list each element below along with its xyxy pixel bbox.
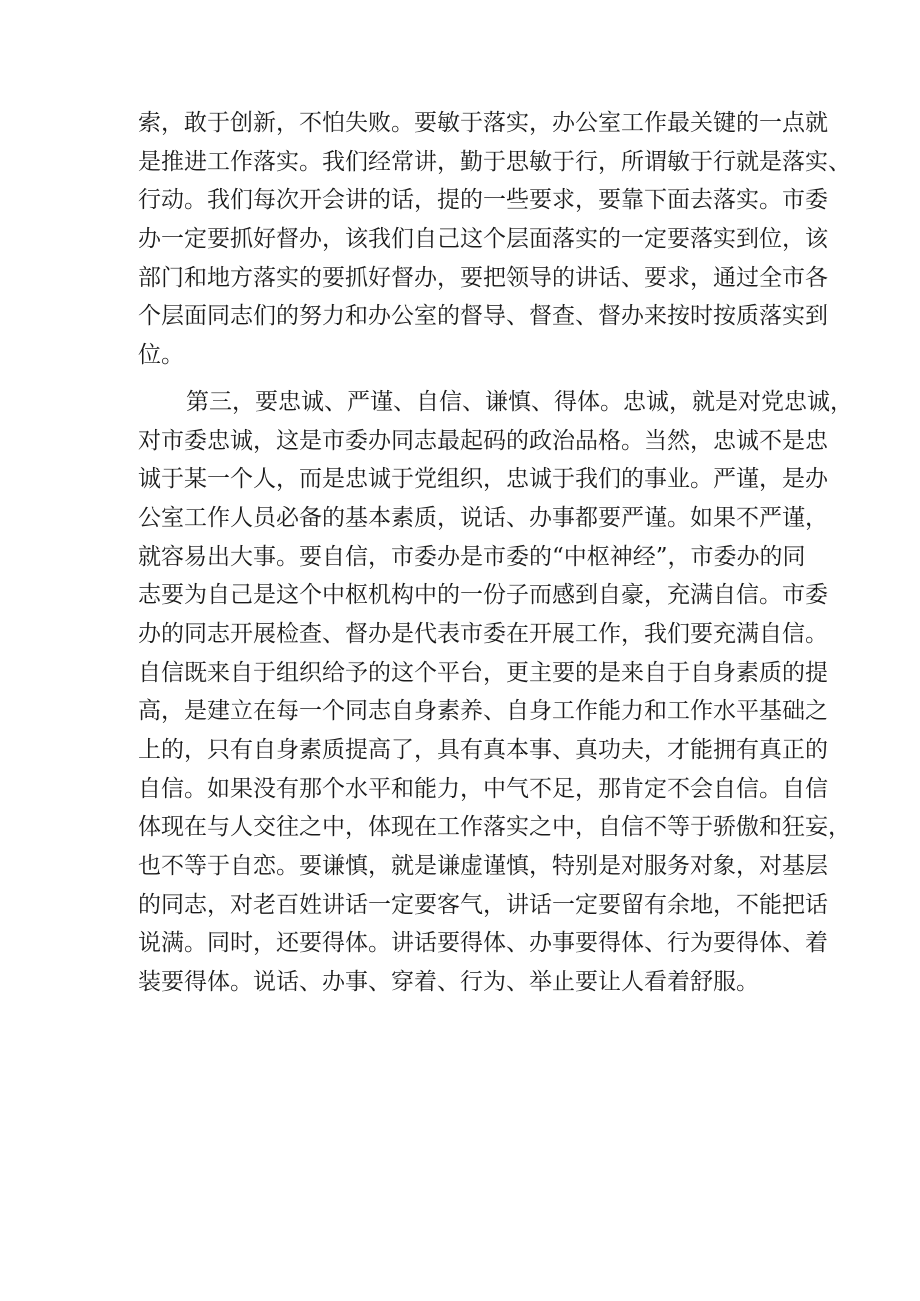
paragraph-line: 是推进工作落实。我们经常讲，勤于思敏于行，所谓敏于行就是落实、 bbox=[138, 148, 851, 175]
paragraph-line: 公室工作人员必备的基本素质，说话、办事都要严谨。如果不严谨， bbox=[138, 504, 828, 531]
paragraph-line: 诚于某一个人，而是忠诚于党组织，忠诚于我们的事业。严谨，是办 bbox=[138, 466, 828, 493]
paragraph-line: 也不等于自恋。要谦慎，就是谦虚谨慎，特别是对服务对象，对基层 bbox=[138, 853, 828, 880]
paragraph-line: 就容易出大事。要自信，市委办是市委的“中枢神经”，市委办的同 bbox=[138, 543, 806, 570]
paragraph-line: 的同志，对老百姓讲话一定要客气，讲话一定要留有余地，不能把话 bbox=[138, 891, 828, 918]
paragraph-line: 行动。我们每次开会讲的话，提的一些要求，要靠下面去落实。市委 bbox=[138, 187, 828, 214]
paragraph-line: 高，是建立在每一个同志自身素养、自身工作能力和工作水平基础之 bbox=[138, 698, 828, 725]
paragraph-1 bbox=[138, 104, 851, 375]
paragraph-line: 办一定要抓好督办，该我们自己这个层面落实的一定要落实到位，该 bbox=[138, 226, 828, 253]
paragraph-2 bbox=[138, 383, 853, 1002]
paragraph-line: 索，敢于创新，不怕失败。要敏于落实，办公室工作最关键的一点就 bbox=[138, 110, 828, 136]
paragraph-line: 装要得体。说话、办事、穿着、行为、举止要让人看着舒服。 bbox=[138, 969, 759, 996]
paragraph-gap bbox=[138, 375, 798, 383]
document-body bbox=[138, 104, 853, 1002]
paragraph-line: 部门和地方落实的要抓好督办，要把领导的讲话、要求，通过全市各 bbox=[138, 264, 828, 291]
paragraph-line: 自信。如果没有那个水平和能力，中气不足，那肯定不会自信。自信 bbox=[138, 775, 828, 802]
paragraph-line: 个层面同志们的努力和办公室的督导、督查、督办来按时按质落实到 bbox=[138, 303, 828, 330]
paragraph-line: 自信既来自于组织给予的这个平台，更主要的是来自于自身素质的提 bbox=[138, 659, 828, 686]
paragraph-line: 位。 bbox=[138, 342, 184, 369]
paragraph-line: 体现在与人交往之中，体现在工作落实之中，自信不等于骄傲和狂妄， bbox=[138, 814, 851, 841]
paragraph-line: 说满。同时，还要得体。讲话要得体、办事要得体、行为要得体、着 bbox=[138, 930, 828, 957]
paragraph-line: 上的，只有自身素质提高了，具有真本事、真功夫，才能拥有真正的 bbox=[138, 737, 828, 763]
paragraph-line: 办的同志开展检查、督办是代表市委在开展工作，我们要充满自信。 bbox=[138, 620, 828, 647]
paragraph-line: 第三，要忠诚、严谨、自信、谦慎、得体。忠诚，就是对党忠诚， bbox=[186, 388, 853, 415]
paragraph-line: 对市委忠诚，这是市委办同志最起码的政治品格。当然，忠诚不是忠 bbox=[138, 427, 828, 454]
paragraph-line: 志要为自己是这个中枢机构中的一份子而感到自豪，充满自信。市委 bbox=[138, 582, 828, 609]
